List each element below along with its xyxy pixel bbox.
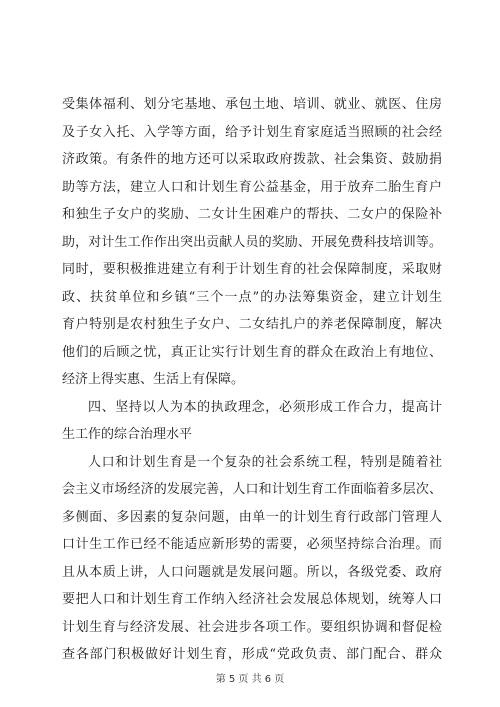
text-line: 他们的后顾之忧，真正让实行计划生育的群众在政治上有地位、 [62, 344, 442, 360]
page-number-footer: 第 5 页 共 6 页 [215, 674, 285, 685]
text-line: 查各部门积极做好计划生育，形成“党政负责、部门配合、群众 [62, 647, 442, 662]
text-line: 政、扶贫单位和乡镇“三个一点”的办法筹集资金，建立计划生 [62, 289, 442, 305]
text-line: 助，对计生工作作出突出贡献人员的奖励、开展免费科技培训等。 [62, 234, 442, 250]
text-line: 且从本质上讲，人口问题就是发展问题。所以，各级党委、政府 [62, 564, 442, 580]
text-line: 会主义市场经济的发展完善，人口和计划生育工作面临着多层次、 [62, 482, 442, 497]
text-line: 多侧面、多因素的复杂问题，由单一的计划生育行政部门管理人 [62, 509, 442, 525]
section-heading-line: 四、坚持以人为本的执政理念，必须形成工作合力，提高计 [88, 399, 442, 415]
text-line: 和独生子女户的奖励、二女计生困难户的帮扶、二女户的保险补 [62, 207, 442, 222]
text-line: 同时，要积极推进建立有利于计划生育的社会保障制度，采取财 [62, 262, 442, 277]
text-line: 人口和计划生育是一个复杂的社会系统工程，特别是随着社 [88, 454, 442, 470]
text-line: 经济上得实惠、生活上有保障。 [62, 372, 245, 387]
text-line: 计划生育与经济发展、社会进步各项工作。要组织协调和督促检 [62, 619, 442, 635]
text-line: 口计生工作已经不能适应新形势的需要，必须坚持综合治理。而 [62, 537, 442, 552]
text-line: 助等方法，建立人口和计划生育公益基金，用于放弃二胎生育户 [62, 179, 442, 195]
text-line: 及子女入托、入学等方面，给予计划生育家庭适当照顾的社会经 [62, 124, 442, 140]
document-body [62, 91, 442, 669]
text-line: 受集体福利、划分宅基地、承包土地、培训、就业、就医、住房 [62, 97, 442, 112]
text-line: 育户特别是农村独生子女户、二女结扎户的养老保障制度，解决 [62, 317, 442, 332]
text-line: 济政策。有条件的地方还可以采取政府拨款、社会集资、鼓励捐 [62, 152, 442, 167]
section-heading-line: 生工作的综合治理水平 [62, 427, 193, 442]
text-line: 要把人口和计划生育工作纳入经济社会发展总体规划，统筹人口 [62, 592, 442, 607]
